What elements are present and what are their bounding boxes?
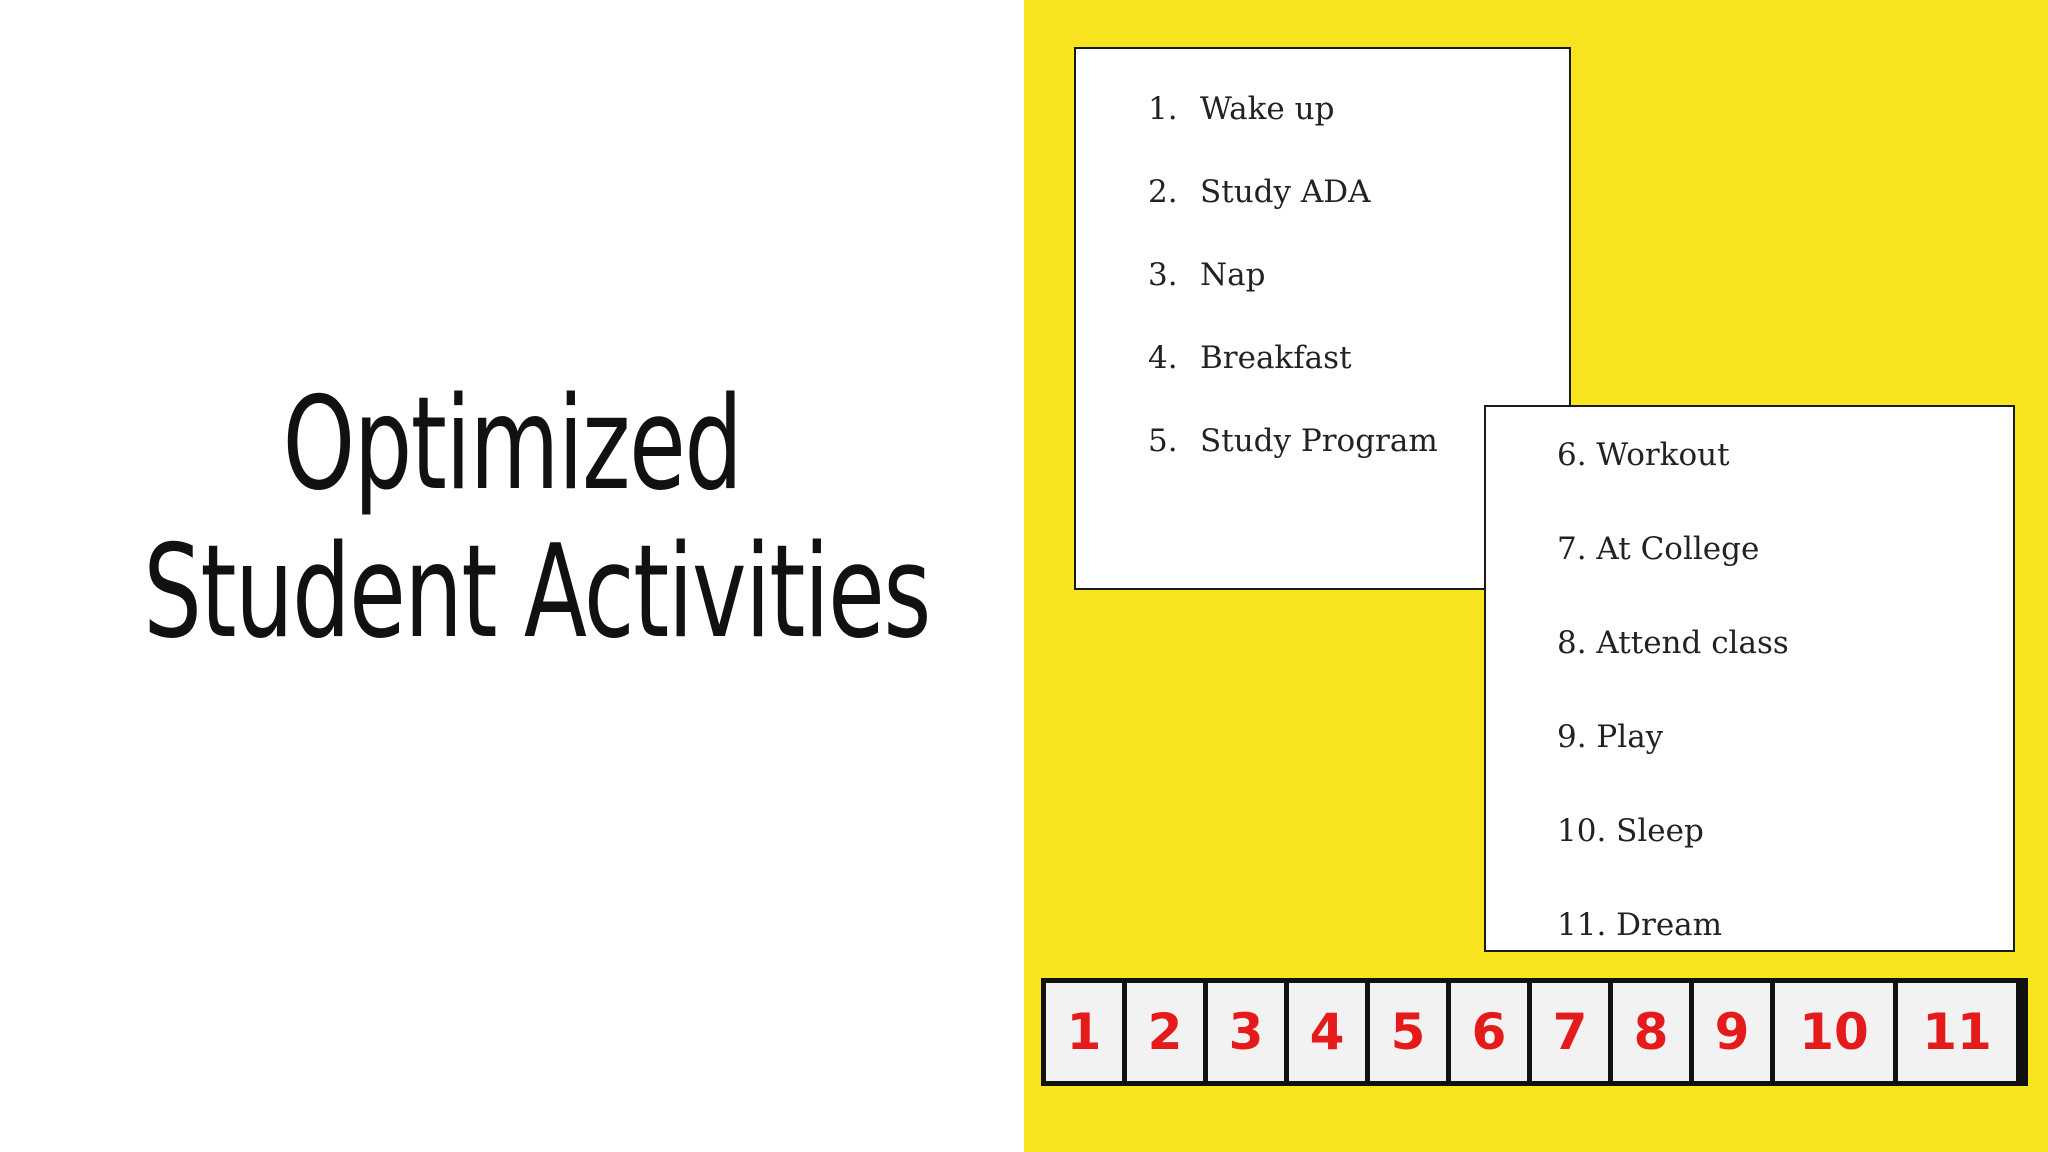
list-item-number: 1. <box>1148 91 1178 127</box>
list-item-number: 2. <box>1148 174 1178 210</box>
sequence-slot-6: 6 <box>1451 983 1527 1081</box>
sequence-slot-2: 2 <box>1127 983 1203 1081</box>
list-item-label: Wake up <box>1200 91 1335 127</box>
list-item-label: Breakfast <box>1200 340 1352 376</box>
sequence-strip <box>1041 978 2028 1086</box>
list-item <box>1148 174 1371 210</box>
slide-title <box>143 369 930 667</box>
list-item <box>1148 91 1334 127</box>
list-item <box>1148 340 1352 376</box>
list-item-number: 4. <box>1148 340 1178 376</box>
sequence-slot-7: 7 <box>1532 983 1608 1081</box>
sequence-slot-8: 8 <box>1613 983 1689 1081</box>
list-item: 9. Play <box>1557 719 1664 755</box>
list-item-number: 5. <box>1148 423 1178 459</box>
sequence-slot-9: 9 <box>1694 983 1770 1081</box>
list-item <box>1148 257 1265 293</box>
sequence-slot-3: 3 <box>1208 983 1284 1081</box>
sequence-slot-5: 5 <box>1370 983 1446 1081</box>
list-item: 6. Workout <box>1557 437 1730 473</box>
list-item <box>1148 423 1438 459</box>
list-item-number: 3. <box>1148 257 1178 293</box>
list-item-label: Study Program <box>1200 423 1438 459</box>
activity-list-card-2 <box>1484 405 2015 952</box>
sequence-slot-1: 1 <box>1046 983 1122 1081</box>
sequence-slot-4: 4 <box>1289 983 1365 1081</box>
list-item-label: Nap <box>1200 257 1266 293</box>
title-line-2: Student Activities <box>143 517 930 667</box>
title-line-1: Optimized <box>282 369 742 519</box>
list-item: 7. At College <box>1557 531 1760 567</box>
list-item: 10. Sleep <box>1557 813 1704 849</box>
sequence-slot-11: 11 <box>1898 983 2016 1081</box>
sequence-slot-10: 10 <box>1775 983 1893 1081</box>
list-item-label: Study ADA <box>1200 174 1371 210</box>
list-item: 11. Dream <box>1557 907 1723 943</box>
list-item: 8. Attend class <box>1557 625 1789 661</box>
